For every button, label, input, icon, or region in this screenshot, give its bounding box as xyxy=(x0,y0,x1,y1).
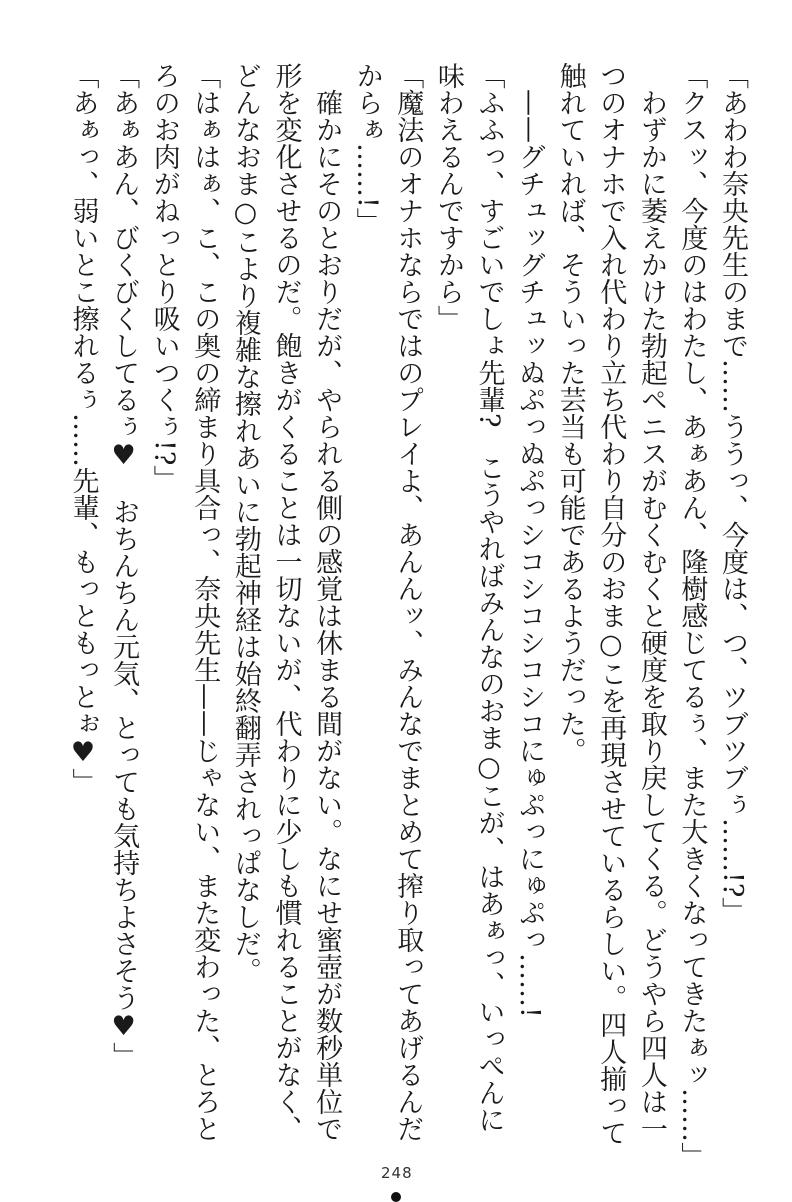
text-column: ——グチュッグチュッぬぷっぬぷっシコシコシコシコにゅぷっにゅぷっ……! xyxy=(514,89,546,1018)
text-column: ろのお肉がねっとり吸いつくぅ!?」 xyxy=(148,62,180,493)
text-column: わずかに萎えかけた勃起ペニスがむくむくと硬度を取り戻してくる。どうやら四人は一 xyxy=(635,89,667,1142)
text-column: 確かにそのとおりだが、やられる側の感覚は休まる間がない。なにせ蜜壺が数秒単位で xyxy=(311,89,343,1142)
text-column: 「クスッ、今度のはわたし、あぁあん、隆樹感じてるぅ、また大きくなってきたぁッ……」 xyxy=(676,62,708,1169)
text-column: 「あぁあん、びくびくしてるぅ♥ おちんちん元気、とっても気持ちよさそう♥」 xyxy=(108,62,140,1069)
text-column: 「ふふっ、すごいでしょ先輩? こうやればみんなのおま○こが、はあぁっ、いっぺんに xyxy=(473,62,505,1134)
text-column: 「あわわ奈央先生のまで……ううっ、今度は、つ、ツブツブぅ……!?」 xyxy=(717,62,748,925)
text-column: 「あぁっ、弱いとこ擦れるぅ……先輩、もっともっとぉ♥」 xyxy=(67,62,99,795)
text-column: 「はぁはぁ、こ、この奥の締まり具合っ、奈央先生——じゃない、また変わった、とろと xyxy=(189,62,221,1142)
text-column: からぁ……!」 xyxy=(351,62,383,235)
text-column: 触れていれば、そういった芸当も可能であるようだった。 xyxy=(554,62,586,764)
text-column: 「魔法のオナホならではのプレイよ、あんんッ、みんなでまとめて搾り取ってあげるんだ xyxy=(392,62,424,1142)
vertical-text-body xyxy=(62,62,752,1169)
page-number: 248 xyxy=(381,1164,413,1182)
bottom-dot-mark xyxy=(391,1192,401,1202)
text-column: 味わえるんですから」 xyxy=(432,62,464,332)
text-column: 形を変化させるのだ。飽きがくることは一切ないが、代わりに少しも慣れることがなく、 xyxy=(270,62,302,1142)
text-column: どんなおま○こより複雑な擦れあいに勃起神経は始終翻弄されっぱなしだ。 xyxy=(229,62,261,984)
text-column: つのオナホで入れ代わり立ち代わり自分のおま○こを再現させているらしい。四人揃って xyxy=(595,62,627,1146)
